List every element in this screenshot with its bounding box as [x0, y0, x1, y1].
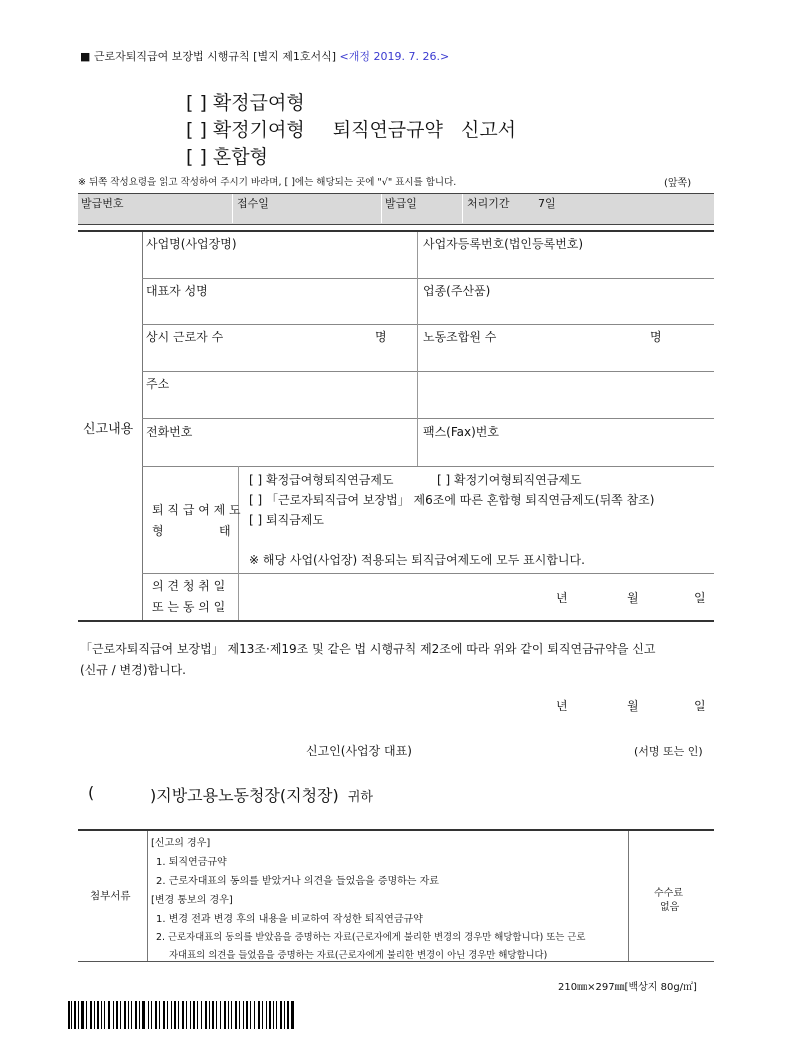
representative-name-field[interactable]: 대표자 성명 [146, 284, 208, 298]
retirement-system-label-2b: 태 [219, 524, 231, 538]
signature-label: (서명 또는 인) [634, 745, 703, 758]
processing-days-value: 7일 [538, 197, 556, 210]
fax-field[interactable]: 팩스(Fax)번호 [423, 425, 499, 439]
opinion-month[interactable]: 월 [627, 591, 639, 605]
revision-date: <개정 2019. 7. 26.> [339, 50, 450, 63]
attachment-item: 2. 근로자대표의 동의를 받았거나 의견을 들었음을 증명하는 자료 [156, 876, 439, 887]
report-case-heading: [신고의 경우] [151, 838, 211, 849]
square-icon: ■ [80, 50, 91, 63]
title-option-dc-label: [ ] 확정기여형 [186, 119, 305, 141]
workers-unit: 명 [375, 330, 387, 344]
address-field[interactable]: 주소 [146, 377, 170, 391]
union-members-field[interactable]: 노동조합원 수 [423, 330, 497, 344]
consent-date-label: 또 는 동 의 일 [152, 600, 226, 614]
checkbox-defined-benefit[interactable]: [ ] 확정급여형퇴직연금제도 [249, 473, 394, 487]
reporter-label[interactable]: 신고인(사업장 대표) [306, 744, 412, 758]
phone-field[interactable]: 전화번호 [146, 425, 193, 439]
change-case-heading: [변경 통보의 경우] [151, 895, 233, 906]
declaration-text-2: (신규 / 변경)합니다. [80, 663, 186, 677]
opinion-day[interactable]: 일 [694, 591, 706, 605]
retirement-system-label: 퇴 직 급 여 제 도 [152, 503, 241, 517]
registration-number-field[interactable]: 사업자등록번호(법인등록번호) [423, 237, 584, 251]
fee-value: 없음 [660, 902, 680, 913]
processing-period-label: 처리기간 [467, 197, 510, 210]
declaration-day[interactable]: 일 [694, 699, 706, 713]
retirement-system-label-2a: 형 [152, 524, 164, 538]
issue-date-label: 발급일 [385, 197, 417, 210]
form-header [80, 48, 449, 64]
attachment-item: 2. 근로자대표의 동의를 받았음을 증명하는 자료(근로자에게 불리한 변경의 경우만 해당합니다) 또는 근로 [156, 932, 586, 943]
checkbox-defined-contribution[interactable]: [ ] 확정기여형퇴직연금제도 [437, 473, 582, 487]
declaration-text: 「근로자퇴직급여 보장법」 제13조·제19조 및 같은 법 시행규칙 제2조에 따라 위와 같이 퇴직연금규약을 신고 [80, 642, 656, 656]
industry-field[interactable]: 업종(주산품) [423, 284, 491, 298]
regulation-reference: 근로자퇴직급여 보장법 시행규칙 [별지 제1호서식] [93, 50, 336, 63]
opinion-date-label: 의 견 청 취 일 [152, 579, 226, 593]
business-name-field[interactable]: 사업명(사업장명) [146, 237, 237, 251]
title-option-hybrid: [ ] 혼합형 [186, 146, 268, 168]
declaration-month[interactable]: 월 [627, 699, 639, 713]
checkbox-hybrid[interactable]: [ ] 「근로자퇴직급여 보장법」 제6조에 따른 혼합형 퇴직연금제도(뒤쪽 참조) [249, 493, 655, 507]
attachment-item: 1. 퇴직연금규약 [156, 857, 227, 868]
recipient-suffix: 귀하 [347, 790, 373, 805]
recipient-office-name: )지방고용노동청장(지청장) [150, 786, 339, 805]
issue-number-label: 발급번호 [81, 197, 124, 210]
report-section-label: 신고내용 [83, 422, 134, 437]
barcode-image [68, 1001, 294, 1029]
title-option-defined-benefit: [ ] 확정급여형 [186, 92, 305, 114]
receipt-date-label: 접수일 [237, 197, 269, 210]
workers-count-field[interactable]: 상시 근로자 수 [146, 330, 224, 344]
recipient-paren: ( [88, 783, 95, 802]
union-unit: 명 [650, 330, 662, 344]
declaration-year[interactable]: 년 [556, 699, 568, 713]
page-side-label: (앞쪽) [664, 178, 692, 189]
system-note: ※ 해당 사업(사업장) 적용되는 퇴직급여제도에 모두 표시합니다. [249, 553, 585, 567]
fee-label: 수수료 [654, 888, 683, 899]
instruction-notice: ※ 뒤쪽 작성요령을 읽고 작성하여 주시기 바라며, [ ]에는 해당되는 곳에 "√" 표시를 합니다. [78, 177, 457, 188]
attachments-label: 첨부서류 [90, 890, 131, 902]
title-option-defined-contribution [186, 115, 516, 142]
attachment-item-continued: 자대표의 의견을 들었음을 증명하는 자료(근로자에게 불리한 변경이 아닌 경우만 해당합니다) [169, 950, 548, 961]
checkbox-severance-pay[interactable]: [ ] 퇴직금제도 [249, 513, 324, 527]
page-title: 퇴직연금규약 신고서 [332, 119, 517, 141]
attachment-item: 1. 변경 전과 변경 후의 내용을 비교하여 작성한 퇴직연금규약 [156, 914, 423, 925]
recipient-office [150, 783, 373, 806]
opinion-year[interactable]: 년 [556, 591, 568, 605]
paper-spec: 210㎜×297㎜[백상지 80g/㎡] [558, 982, 697, 993]
